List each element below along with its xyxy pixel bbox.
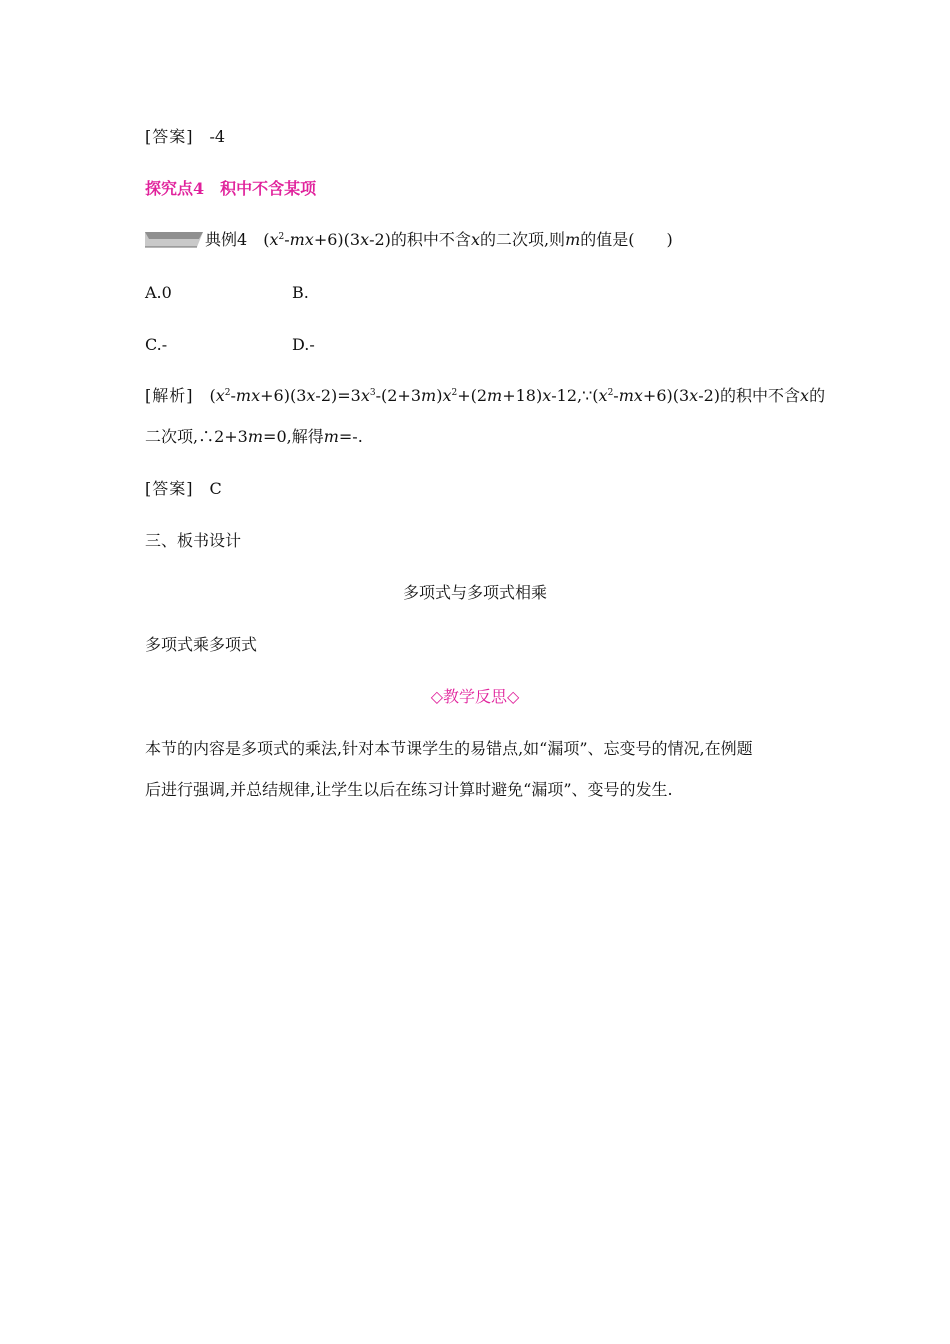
option-a: A.0	[145, 283, 172, 302]
reflection-line-1: 本节的内容是多项式的乘法,针对本节课学生的易错点,如“漏项”、忘变号的情况,在例题	[145, 739, 753, 758]
board-title: 多项式与多项式相乘	[402, 583, 547, 602]
board-item: 多项式乘多项式	[145, 635, 258, 654]
analysis-expression-1: $(x^2-mx+6)(3x-2)=3x^3-(2+3m)x^2+(2m+18)x-12,\because(x^2-mx+6)(3x-2)$的积中不含x的	[209, 386, 826, 405]
option-c: C.-	[145, 335, 168, 354]
answer-line-1	[145, 126, 225, 148]
board-design-heading: 三、板书设计	[145, 531, 242, 550]
example-label: 典例4	[205, 230, 248, 249]
reflection-title: ◇教学反思◇	[430, 687, 520, 706]
example-4-line	[145, 229, 673, 251]
answer-value-2: C	[209, 479, 222, 498]
reflection-line-2: 后进行强调,并总结规律,让学生以后在练习计算时避免“漏项”、变号的发生.	[145, 780, 673, 799]
section-heading-4: 探究点4 积中不含某项	[145, 179, 317, 198]
option-b: B.	[292, 283, 309, 302]
option-d: D.-	[292, 335, 315, 354]
analysis-line-1	[145, 385, 825, 407]
answer-value: -4	[209, 127, 226, 146]
answer-label: [答案]	[145, 127, 194, 146]
answer-line-2	[145, 478, 222, 500]
example-banner-icon	[145, 230, 203, 248]
example-expression: $(x^2-mx+6)(3x-2)$的积中不含x的二次项,则m的值是( )	[263, 230, 673, 249]
analysis-line-2: 二次项,∴2+3m=0,解得m=-.	[145, 427, 363, 446]
answer-label-2: [答案]	[145, 479, 194, 498]
analysis-label: [解析]	[145, 386, 194, 405]
